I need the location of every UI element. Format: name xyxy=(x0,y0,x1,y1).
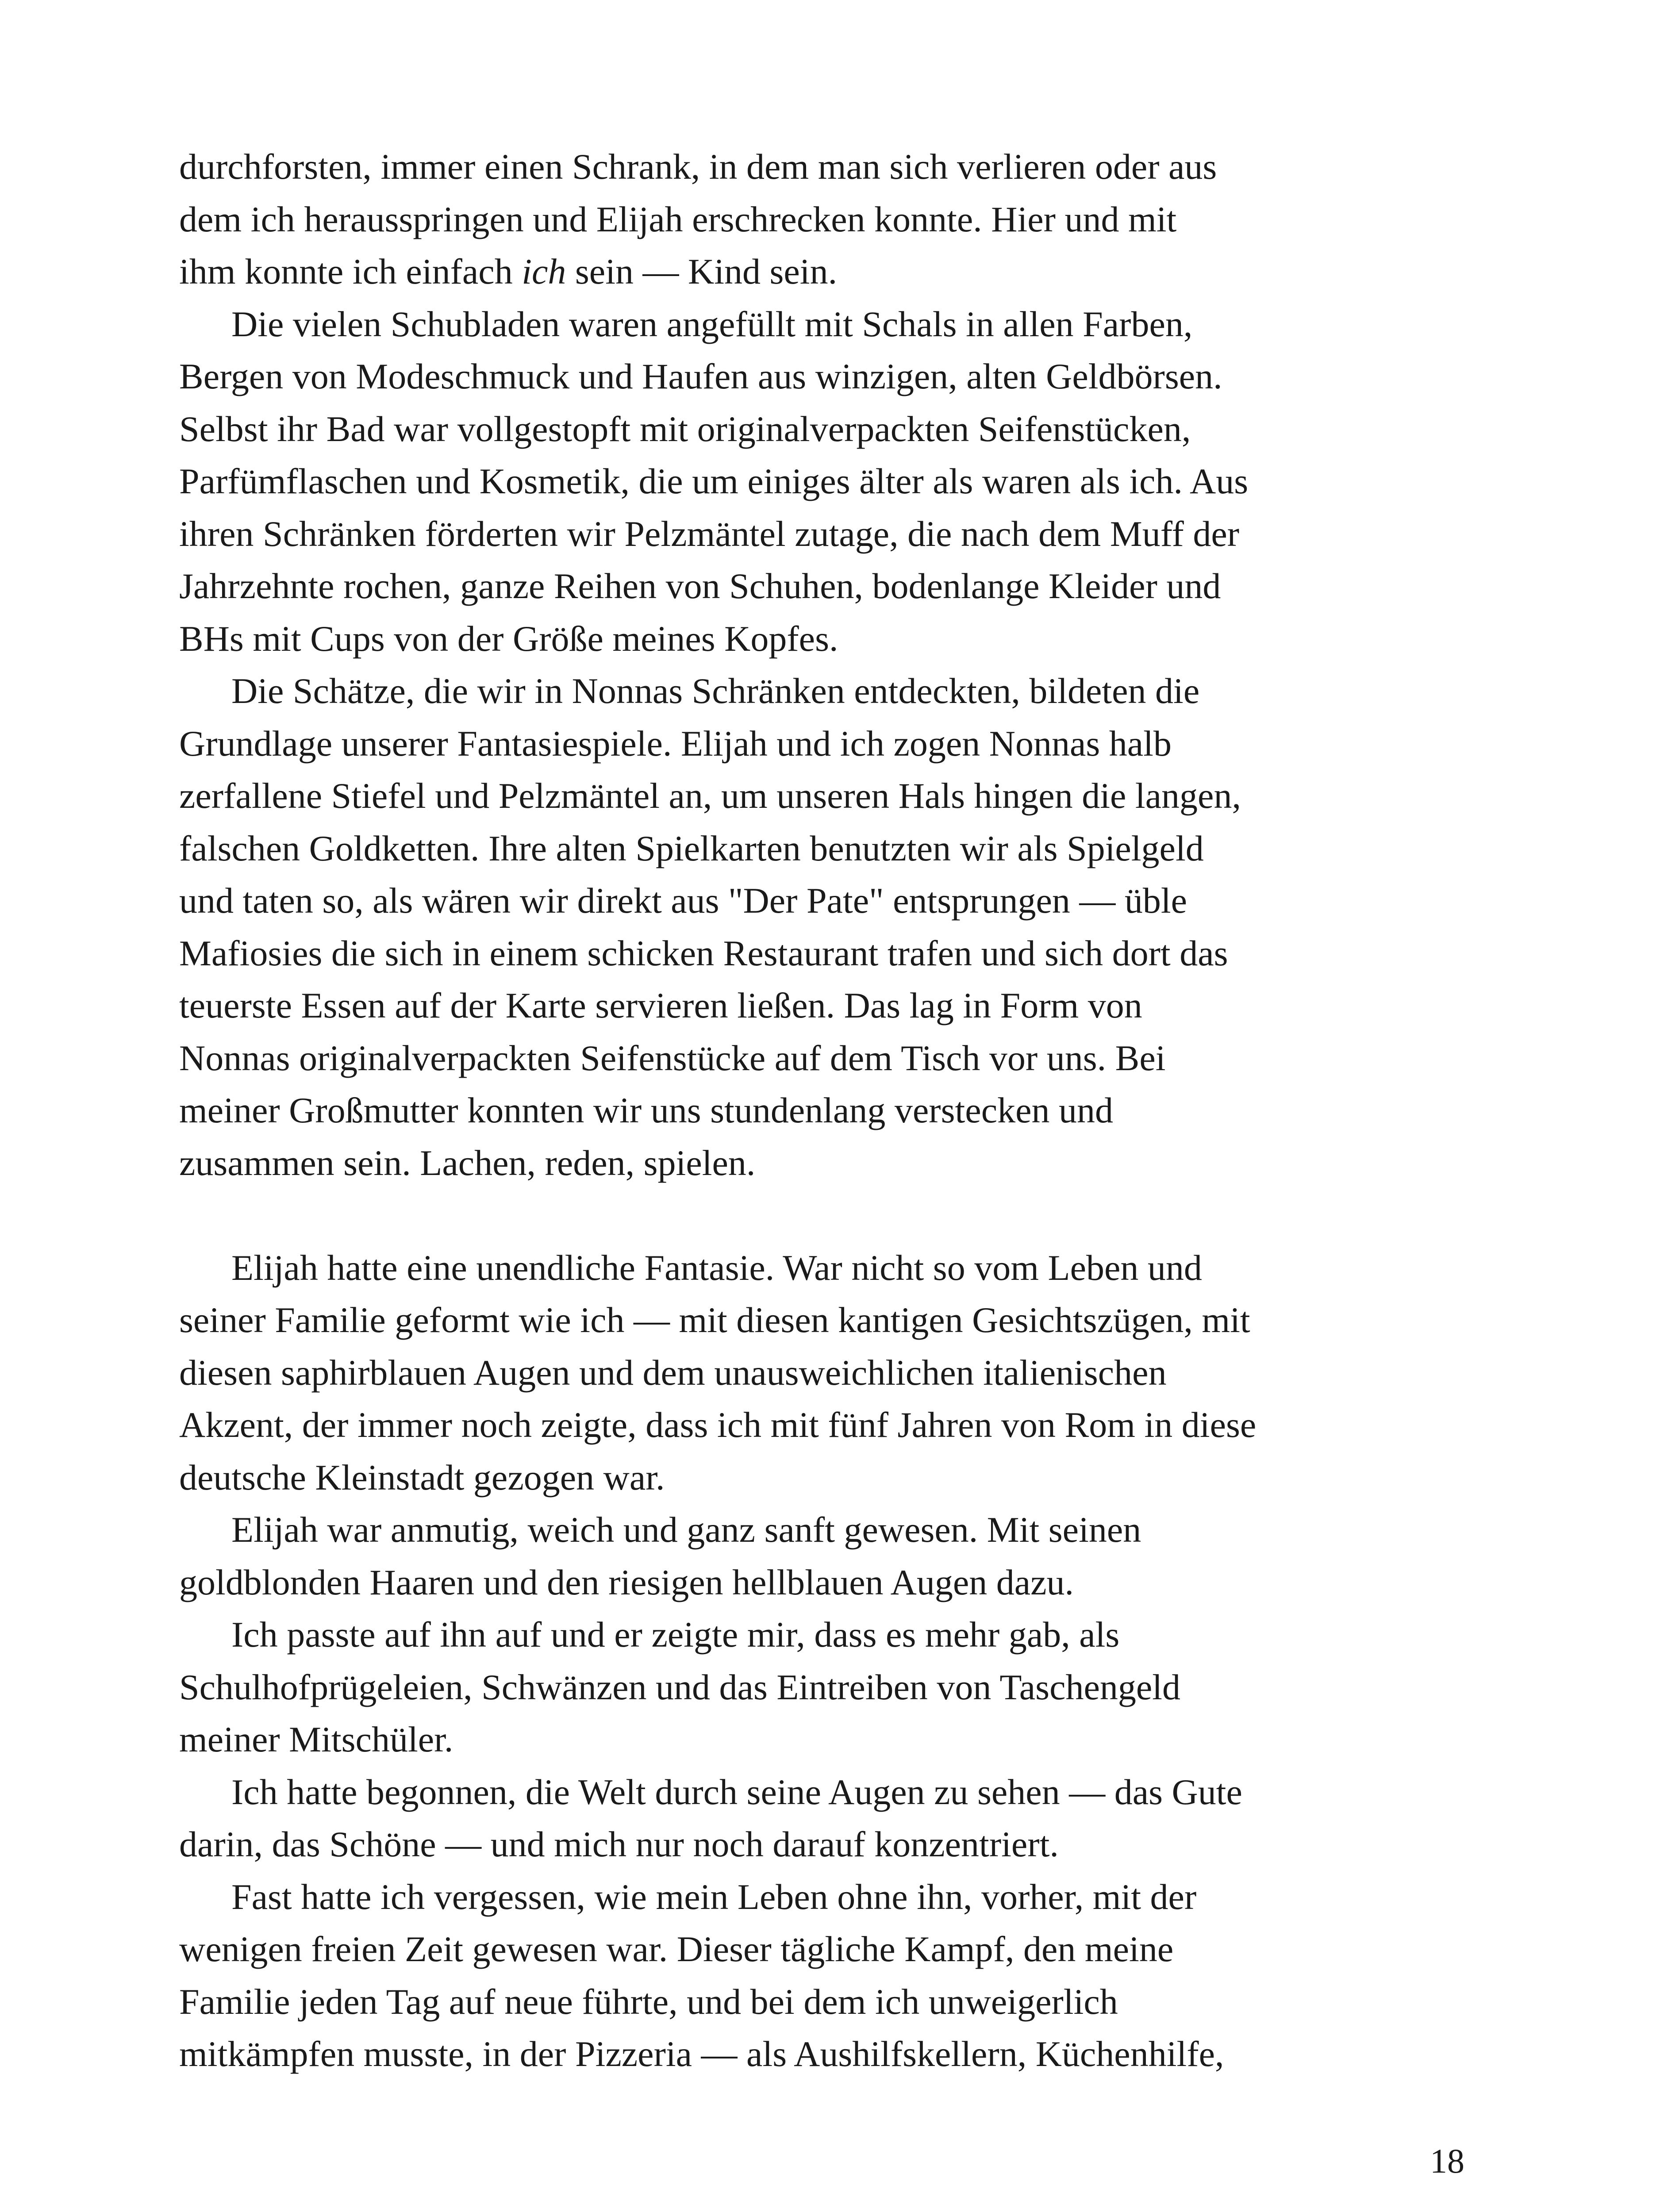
text-line: Familie jeden Tag auf neue führte, und bei dem ich unweigerlich xyxy=(179,1981,1118,2022)
text-line: diesen saphirblauen Augen und dem unausweichlichen italienischen xyxy=(179,1352,1167,1393)
text-line: ihren Schränken förderten wir Pelzmäntel zutage, die nach dem Muff der xyxy=(179,513,1240,554)
text-line: zusammen sein. Lachen, reden, spielen. xyxy=(179,1142,756,1183)
page-number: 18 xyxy=(1430,2142,1464,2180)
text-line: Die Schätze, die wir in Nonnas Schränken entdeckten, bildeten die xyxy=(231,671,1200,711)
text-line: deutsche Kleinstadt gezogen war. xyxy=(179,1457,665,1498)
text-line: und taten so, als wären wir direkt aus "Der Pate" entsprungen — üble xyxy=(179,880,1187,921)
body-text xyxy=(179,141,1462,2081)
text-line: Akzent, der immer noch zeigte, dass ich mit fünf Jahren von Rom in diese xyxy=(179,1405,1257,1445)
text-line: seiner Familie geformt wie ich — mit diesen kantigen Gesichtszügen, mit xyxy=(179,1300,1250,1340)
text-line: Ich hatte begonnen, die Welt durch seine Augen zu sehen — das Gute xyxy=(231,1771,1242,1812)
text-line: Elijah hatte eine unendliche Fantasie. War nicht so vom Leben und xyxy=(231,1247,1202,1288)
text-span: ihm konnte ich einfach xyxy=(179,251,522,292)
text-line: dem ich herausspringen und Elijah erschrecken konnte. Hier und mit xyxy=(179,199,1177,239)
text-line: Ich passte auf ihn auf und er zeigte mir, dass es mehr gab, als xyxy=(231,1614,1120,1655)
text-line: meiner Großmutter konnten wir uns stundenlang verstecken und xyxy=(179,1090,1113,1130)
text-line: meiner Mitschüler. xyxy=(179,1719,453,1759)
italic-word: ich xyxy=(522,251,566,292)
text-line: Grundlage unserer Fantasiespiele. Elijah und ich zogen Nonnas halb xyxy=(179,723,1172,764)
text-line: goldblonden Haaren und den riesigen hellblauen Augen dazu. xyxy=(179,1562,1074,1602)
text-line: Die vielen Schubladen waren angefüllt mit Schals in allen Farben, xyxy=(231,303,1193,344)
text-line: Jahrzehnte rochen, ganze Reihen von Schuhen, bodenlange Kleider und xyxy=(179,566,1221,606)
text-line: mitkämpfen musste, in der Pizzeria — als Aushilfskellern, Küchenhilfe, xyxy=(179,2034,1224,2074)
section-break xyxy=(179,1189,1462,1242)
text-line: teuerste Essen auf der Karte servieren ließen. Das lag in Form von xyxy=(179,985,1142,1025)
text-line: Bergen von Modeschmuck und Haufen aus winzigen, alten Geldbörsen. xyxy=(179,356,1222,396)
text-line: darin, das Schöne — und mich nur noch darauf konzentriert. xyxy=(179,1824,1059,1864)
text-line: Schulhofprügeleien, Schwänzen und das Eintreiben von Taschengeld xyxy=(179,1667,1181,1707)
text-line: zerfallene Stiefel und Pelzmäntel an, um unseren Hals hingen die langen, xyxy=(179,776,1241,816)
text-line: falschen Goldketten. Ihre alten Spielkarten benutzten wir als Spielgeld xyxy=(179,828,1204,868)
text-span: sein — Kind sein. xyxy=(566,251,838,292)
text-line: Nonnas originalverpackten Seifenstücke auf dem Tisch vor uns. Bei xyxy=(179,1037,1166,1078)
text-line: BHs mit Cups von der Größe meines Kopfes. xyxy=(179,618,838,659)
text-line: Fast hatte ich vergessen, wie mein Leben ohne ihn, vorher, mit der xyxy=(231,1876,1197,1917)
text-line: Parfümflaschen und Kosmetik, die um einiges älter als waren als ich. Aus xyxy=(179,461,1249,501)
text-line xyxy=(179,246,1462,298)
text-line: durchforsten, immer einen Schrank, in dem man sich verlieren oder aus xyxy=(179,146,1217,187)
text-line: Selbst ihr Bad war vollgestopft mit originalverpackten Seifenstücken, xyxy=(179,408,1191,449)
text-line: Elijah war anmutig, weich und ganz sanft gewesen. Mit seinen xyxy=(231,1509,1141,1550)
text-line: wenigen freien Zeit gewesen war. Dieser tägliche Kampf, den meine xyxy=(179,1929,1174,1969)
text-line: Mafiosies die sich in einem schicken Restaurant trafen und sich dort das xyxy=(179,933,1228,973)
